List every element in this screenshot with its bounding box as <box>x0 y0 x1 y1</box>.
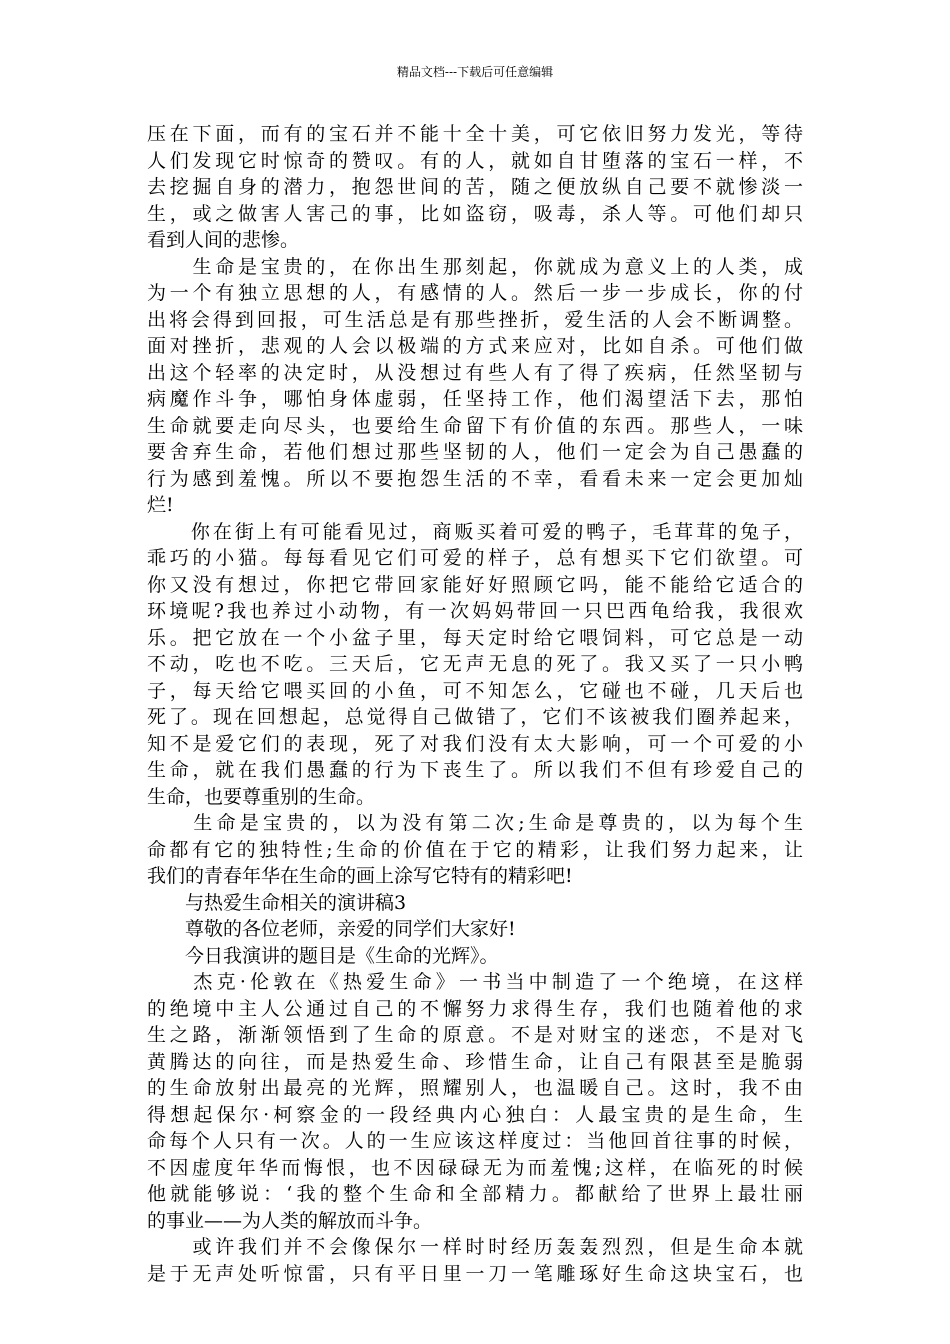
text-line: 看到人间的悲惨。 <box>147 229 300 251</box>
document-body <box>147 121 803 1287</box>
text-line: 他就能够说：‘我的整个生命和全部精力。都献给了世界上最壮丽 <box>147 1183 803 1205</box>
text-line: 烂! <box>147 494 174 516</box>
text-line: 我们的青春年华在生命的画上涂写它特有的精彩吧! <box>147 865 573 887</box>
page-header: 精品文档---下载后可任意编辑 <box>396 65 554 79</box>
text-line: 出这个轻率的决定时，从没想过有些人有了得了疾病，任然坚韧与 <box>147 361 803 384</box>
text-line: 行为感到羞愧。所以不要抱怨生活的不幸，看看未来一定会更加灿 <box>147 467 803 490</box>
text-line: 杰克·伦敦在《热爱生命》一书当中制造了一个绝境，在这样 <box>147 971 803 993</box>
text-line: 生命就要走向尽头，也要给生命留下有价值的东西。那些人，一味 <box>147 414 803 437</box>
text-line: 生，或之做害人害己的事，比如盗窃，吸毒，杀人等。可他们却只 <box>147 202 803 225</box>
text-line: 去挖掘自身的潜力，抱怨世间的苦，随之便放纵自己要不就惨淡一 <box>147 176 803 198</box>
text-line: 生命，也要尊重别的生命。 <box>147 785 376 808</box>
text-line: 的生命放射出最亮的光辉，照耀别人，也温暖自己。这时，我不由 <box>147 1077 803 1099</box>
text-line: 得想起保尔·柯察金的一段经典内心独白：人最宝贵的是生命，生 <box>147 1103 803 1126</box>
text-line: 你又没有想过，你把它带回家能好好照顾它吗，能不能给它适合的 <box>147 573 803 596</box>
text-line: 黄腾达的向往，而是热爱生命、珍惜生命，让自己有限甚至是脆弱 <box>147 1050 803 1073</box>
text-line: 的事业——为人类的解放而斗争。 <box>147 1209 433 1232</box>
text-line: 知不是爱它们的表现，死了对我们没有太大影响，可一个可爱的小 <box>147 732 803 755</box>
text-line: 与热爱生命相关的演讲稿3 <box>147 891 407 914</box>
text-line: 生命是宝贵的，以为没有第二次;生命是尊贵的，以为每个生 <box>147 812 803 834</box>
text-line: 环境呢?我也养过小动物，有一次妈妈带回一只巴西龟给我，我很欢 <box>147 600 803 622</box>
text-line: 生命，就在我们愚蠢的行为下丧生了。所以我们不但有珍爱自己的 <box>147 759 803 781</box>
text-line: 你在街上有可能看见过，商贩买着可爱的鸭子，毛茸茸的兔子， <box>147 520 803 543</box>
text-line: 病魔作斗争，哪怕身体虚弱，任坚持工作，他们渴望活下去，那怕 <box>147 388 803 410</box>
text-line: 命都有它的独特性;生命的价值在于它的精彩，让我们努力起来，让 <box>147 838 803 861</box>
text-line: 尊敬的各位老师，亲爱的同学们大家好! <box>147 918 516 940</box>
text-line: 压在下面，而有的宝石并不能十全十美，可它依旧努力发光，等待 <box>147 123 803 145</box>
text-line: 是于无声处听惊雷，只有平日里一刀一笔雕琢好生命这块宝石，也 <box>147 1262 803 1285</box>
text-line: 生命是宝贵的，在你出生那刻起，你就成为意义上的人类，成 <box>147 255 803 278</box>
text-line: 出将会得到回报，可生活总是有那些挫折，爱生活的人会不断调整。 <box>147 308 803 331</box>
text-line: 或许我们并不会像保尔一样时时经历轰轰烈烈，但是生命本就 <box>147 1236 803 1258</box>
text-line: 生之路，渐渐领悟到了生命的原意。不是对财宝的迷恋，不是对飞 <box>147 1024 803 1046</box>
text-line: 人们发现它时惊奇的赞叹。有的人，就如自甘堕落的宝石一样，不 <box>147 149 803 172</box>
text-line: 今日我演讲的题目是《生命的光辉》。 <box>147 944 499 967</box>
text-line: 死了。现在回想起，总觉得自己做错了，它们不该被我们圈养起来， <box>147 706 803 728</box>
text-line: 子，每天给它喂买回的小鱼，可不知怎么，它碰也不碰，几天后也 <box>147 679 803 702</box>
text-line: 乖巧的小猫。每每看见它们可爱的样子，总有想买下它们欲望。可 <box>147 547 803 569</box>
text-line: 要舍弃生命，若他们想过那些坚韧的人，他们一定会为自己愚蠢的 <box>147 441 803 463</box>
text-line: 为一个有独立思想的人，有感情的人。然后一步一步成长，你的付 <box>147 282 803 304</box>
text-line: 的绝境中主人公通过自己的不懈努力求得生存，我们也随着他的求 <box>147 997 803 1020</box>
text-line: 乐。把它放在一个小盆子里，每天定时给它喂饲料，可它总是一动 <box>147 626 803 649</box>
text-line: 不因虚度年华而悔恨，也不因碌碌无为而羞愧;这样，在临死的时候 <box>147 1156 803 1179</box>
text-line: 面对挫折，悲观的人会以极端的方式来应对，比如自杀。可他们做 <box>147 335 803 357</box>
text-line: 不动，吃也不吃。三天后，它无声无息的死了。我又买了一只小鸭 <box>147 653 803 675</box>
text-line: 命每个人只有一次。人的一生应该这样度过：当他回首往事的时候， <box>147 1130 803 1152</box>
